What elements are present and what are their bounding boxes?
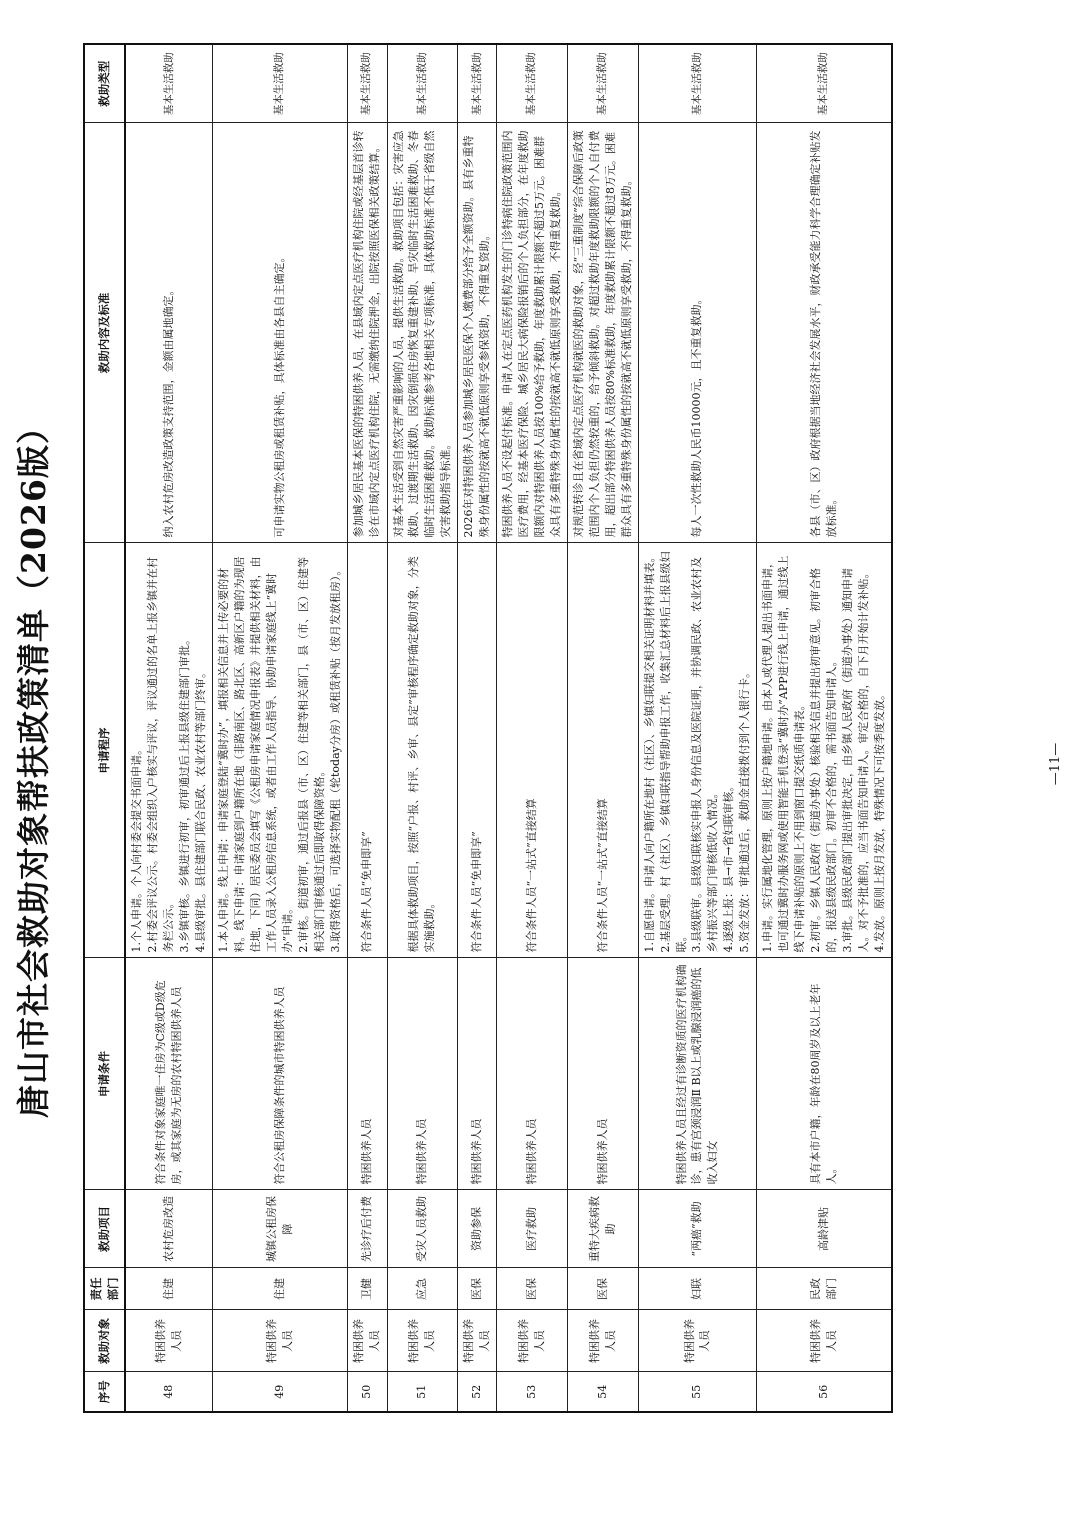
cell-target: 特困供养人员 [213, 1310, 348, 1372]
cell-condition: 特困供养人员 [458, 958, 497, 1190]
cell-condition: 特困供养人员且经过有诊断资质的医疗机构确诊，患有宫颈浸润Ⅱ B以上或乳腺浸润癌的低收入妇女 [638, 958, 757, 1190]
cell-item: 资助参保 [458, 1190, 497, 1268]
cell-seq: 49 [213, 1372, 348, 1412]
cell-content: 纳入农村危房改造政策支持范围，金额由属地确定。 [125, 123, 212, 543]
cell-type: 基本生活救助 [213, 44, 348, 123]
header-seq: 序号 [84, 1372, 125, 1412]
header-condition: 申请条件 [84, 958, 125, 1190]
table-row [213, 44, 348, 1412]
cell-procedure: 1.个人申请。个人向村委会提交书面申请。 2.村委会评议公示。村委会组织入户核实与评议，评议通过的名单上报乡镇并在村务栏公示。 3.乡镇审核。乡镇进行初审，初审通过后上报县级住建部门审批。 4.县级审批。县住建部门联合民政、农业农村等部门终审。 [125, 543, 212, 958]
cell-type: 基本生活救助 [638, 44, 757, 123]
cell-item: 先诊疗后付费 [347, 1190, 387, 1268]
cell-procedure: 根据具体救助项目，按照“户报、村评、乡审、县定”审核程序确定救助对象，分类实施救助。 [387, 543, 458, 958]
cell-target: 特困供养人员 [757, 1310, 892, 1372]
cell-content: 各县（市、区）政府根据当地经济社会发展水平，财政承受能力科学合理确定补贴发放标准。 [757, 123, 892, 543]
cell-target: 特困供养人员 [387, 1310, 458, 1372]
cell-dept: 医保 [567, 1268, 638, 1310]
cell-type: 基本生活救助 [757, 44, 892, 123]
cell-type: 基本生活救助 [387, 44, 458, 123]
header-type: 救助类型 [84, 44, 125, 123]
table-row [497, 44, 568, 1412]
table-row [757, 44, 892, 1412]
cell-item: 城镇公租房保障 [213, 1190, 348, 1268]
cell-content: 参加城乡居民基本医保的特困供养人员，在县域内定点医疗机构住院或经基层首诊转诊在市域内定点医疗机构住院，无需缴纳住院押金，出院按照医保相关政策结算。 [347, 123, 387, 543]
cell-target: 特困供养人员 [497, 1310, 568, 1372]
cell-condition: 符合条件对象家庭唯一住房为C级或D级危房，或其家庭为无房的农村特困供养人员 [125, 958, 212, 1190]
table-header-row [84, 44, 125, 1412]
cell-dept: 医保 [497, 1268, 568, 1310]
cell-seq: 56 [757, 1372, 892, 1412]
table-row [638, 44, 757, 1412]
cell-seq: 50 [347, 1372, 387, 1412]
cell-item: 高龄津贴 [757, 1190, 892, 1268]
header-item: 救助项目 [84, 1190, 125, 1268]
cell-seq: 55 [638, 1372, 757, 1412]
cell-item: 医疗救助 [497, 1190, 568, 1268]
cell-procedure: 符合条件人员“免申即享” [347, 543, 387, 958]
cell-target: 特困供养人员 [125, 1310, 212, 1372]
table-row [125, 44, 212, 1412]
cell-content: 对基本生活受到自然灾害严重影响的人员，提供生活救助。救助项目包括：灾害应急救助、过渡期生活救助、因灾倒损住房恢复重建补助、旱灾临时生活困难救助、冬春临时生活困难救助。救助标准参考各地相关专项标准，具体救助标准不低于省级自然灾害救助指导标准。 [387, 123, 458, 543]
cell-seq: 48 [125, 1372, 212, 1412]
cell-dept: 应急 [387, 1268, 458, 1310]
document-title: 唐山市社会救助对象帮扶政策清单（2026版） [14, 410, 53, 1118]
cell-target: 特困供养人员 [567, 1310, 638, 1372]
cell-type: 基本生活救助 [125, 44, 212, 123]
cell-seq: 54 [567, 1372, 638, 1412]
cell-target: 特困供养人员 [638, 1310, 757, 1372]
cell-procedure: 1.自愿申请。申请人向户籍所在地村（社区）、乡镇妇联提交相关证明材料并填表。 2.基层受理。村（社区）、乡镇妇联指导帮助申报工作，收集汇总材料后上报县级妇联。 3.县级联审。县级妇联核实申报人身份信息及医院证明，并协调民政、农业农村及乡村振兴等部门审核低收入情况。 4.逐级上报：县→市→省妇联审核。 5.资金发放：审批通过后，救助金直接拨付到个人银行卡。 [638, 543, 757, 958]
table-row [347, 44, 387, 1412]
cell-item: 受灾人员救助 [387, 1190, 458, 1268]
cell-seq: 51 [387, 1372, 458, 1412]
cell-procedure: 1.本人申请。线上申请：申请家庭登陆“冀时办”，填报相关信息并上传必要的材料。线下申请：申请家庭到户籍所在地（非路南区、路北区、高新区户籍的为现居住地，下同）居民委员会填写《公租房申请家庭情况申报表》并提供相关材料，由工作人员录入公租房信息系统，或者由工作人员指导、协助申请家庭线上“冀时办”申请。 2.审核。街道初审，通过后报县（市、区）住建等相关部门，县（市、区）住建等相关部门审核通过后即取得保障资格。 3.取得资格后，可选择实物配租（轮today分房）或租赁补贴（按月发放租房）。 [213, 543, 348, 958]
cell-content: 每人一次性救助人民币10000元，且不重复救助。 [638, 123, 757, 543]
table-row [387, 44, 458, 1412]
cell-content: 2026年对特困供养人员参加城乡居民医保个人缴费部分给予全额资助。县有乡重特殊身份属性的按就高不就低原则享受参保资助，不得重复资助。 [458, 123, 497, 543]
cell-seq: 52 [458, 1372, 497, 1412]
cell-dept: 妇联 [638, 1268, 757, 1310]
header-dept: 责任部门 [84, 1268, 125, 1310]
page-number: —11— [1048, 742, 1063, 786]
cell-condition: 具有本市户籍，年龄在80周岁及以上老年人。 [757, 958, 892, 1190]
cell-content: 可申请实物公租房或租赁补贴，具体标准由各县自主确定。 [213, 123, 348, 543]
cell-item: “两癌”救助 [638, 1190, 757, 1268]
cell-target: 特困供养人员 [458, 1310, 497, 1372]
header-content: 救助内容及标准 [84, 123, 125, 543]
cell-type: 基本生活救助 [497, 44, 568, 123]
table-row [567, 44, 638, 1412]
cell-content: 对规范转诊且在省域内定点医疗机构就医的救助对象，经“三重制度”综合保障后政策范围内个人负担仍然较重的，给予倾斜救助。对超过救助年度救助限额的个人自付费用，超出部分特困供养人员按80%标准救助，年度救助累计限额不超过8万元。困难群众具有多重特殊身份属性的按就高不就低原则享受救助，不得重复救助。 [567, 123, 638, 543]
cell-procedure: 符合条件人员“一站式”直接结算 [567, 543, 638, 958]
cell-dept: 住建 [213, 1268, 348, 1310]
header-target: 救助对象 [84, 1310, 125, 1372]
cell-dept: 住建 [125, 1268, 212, 1310]
cell-procedure: 符合条件人员“免申即享” [458, 543, 497, 958]
cell-target: 特困供养人员 [347, 1310, 387, 1372]
cell-item: 重特大疾病救助 [567, 1190, 638, 1268]
cell-condition: 特困供养人员 [387, 958, 458, 1190]
cell-dept: 医保 [458, 1268, 497, 1310]
cell-content: 特困供养人员不设起付标准。申请人在定点医药机构发生的门诊特病住院政策范围内医疗费用，经基本医疗保险、城乡居民大病保险报销后的个人负担部分，在年度救助限额内对特困供养人员按100%给予救助，年度救助累计限额不超过5万元。困难群众具有多重特殊身份属性的按就高不就低原则享受救助，不得重复救助。 [497, 123, 568, 543]
table-row [458, 44, 497, 1412]
cell-item: 农村危房改造 [125, 1190, 212, 1268]
cell-type: 基本生活救助 [347, 44, 387, 123]
cell-condition: 特困供养人员 [347, 958, 387, 1190]
cell-dept: 卫健 [347, 1268, 387, 1310]
policy-table [83, 43, 893, 1413]
cell-type: 基本生活救助 [458, 44, 497, 123]
cell-procedure: 1.申请。实行属地化管理，原则上按户籍地申请。由本人或代理人提出书面申请，也可通过冀时办服务网或使用智能手机登录“冀时办”APP进行线上申请，通过线上线下申请补贴的原则上不用到窗口提交纸质申请表。 2.初审。乡镇人民政府（街道办事处）核验相关信息并提出初审意见。初审合格的，报送县级民政部门。初审不合格的，需书面告知申请人。 3.审批。县级民政部门提出审批决定，由乡镇人民政府（街道办事处）通知申请人。对不予批准的，应当书面告知申请人。审定合格的，自下月开始计发补贴。 4.发放。原则上按月发放，特殊情况下可按季度发放。 [757, 543, 892, 958]
cell-dept: 民政部门 [757, 1268, 892, 1310]
cell-condition: 符合公租房保障条件的城市特困供养人员 [213, 958, 348, 1190]
header-procedure: 申请程序 [84, 543, 125, 958]
table-body [125, 44, 891, 1412]
cell-condition: 特困供养人员 [497, 958, 568, 1190]
cell-procedure: 符合条件人员“一站式”直接结算 [497, 543, 568, 958]
cell-type: 基本生活救助 [567, 44, 638, 123]
cell-condition: 特困供养人员 [567, 958, 638, 1190]
cell-seq: 53 [497, 1372, 568, 1412]
